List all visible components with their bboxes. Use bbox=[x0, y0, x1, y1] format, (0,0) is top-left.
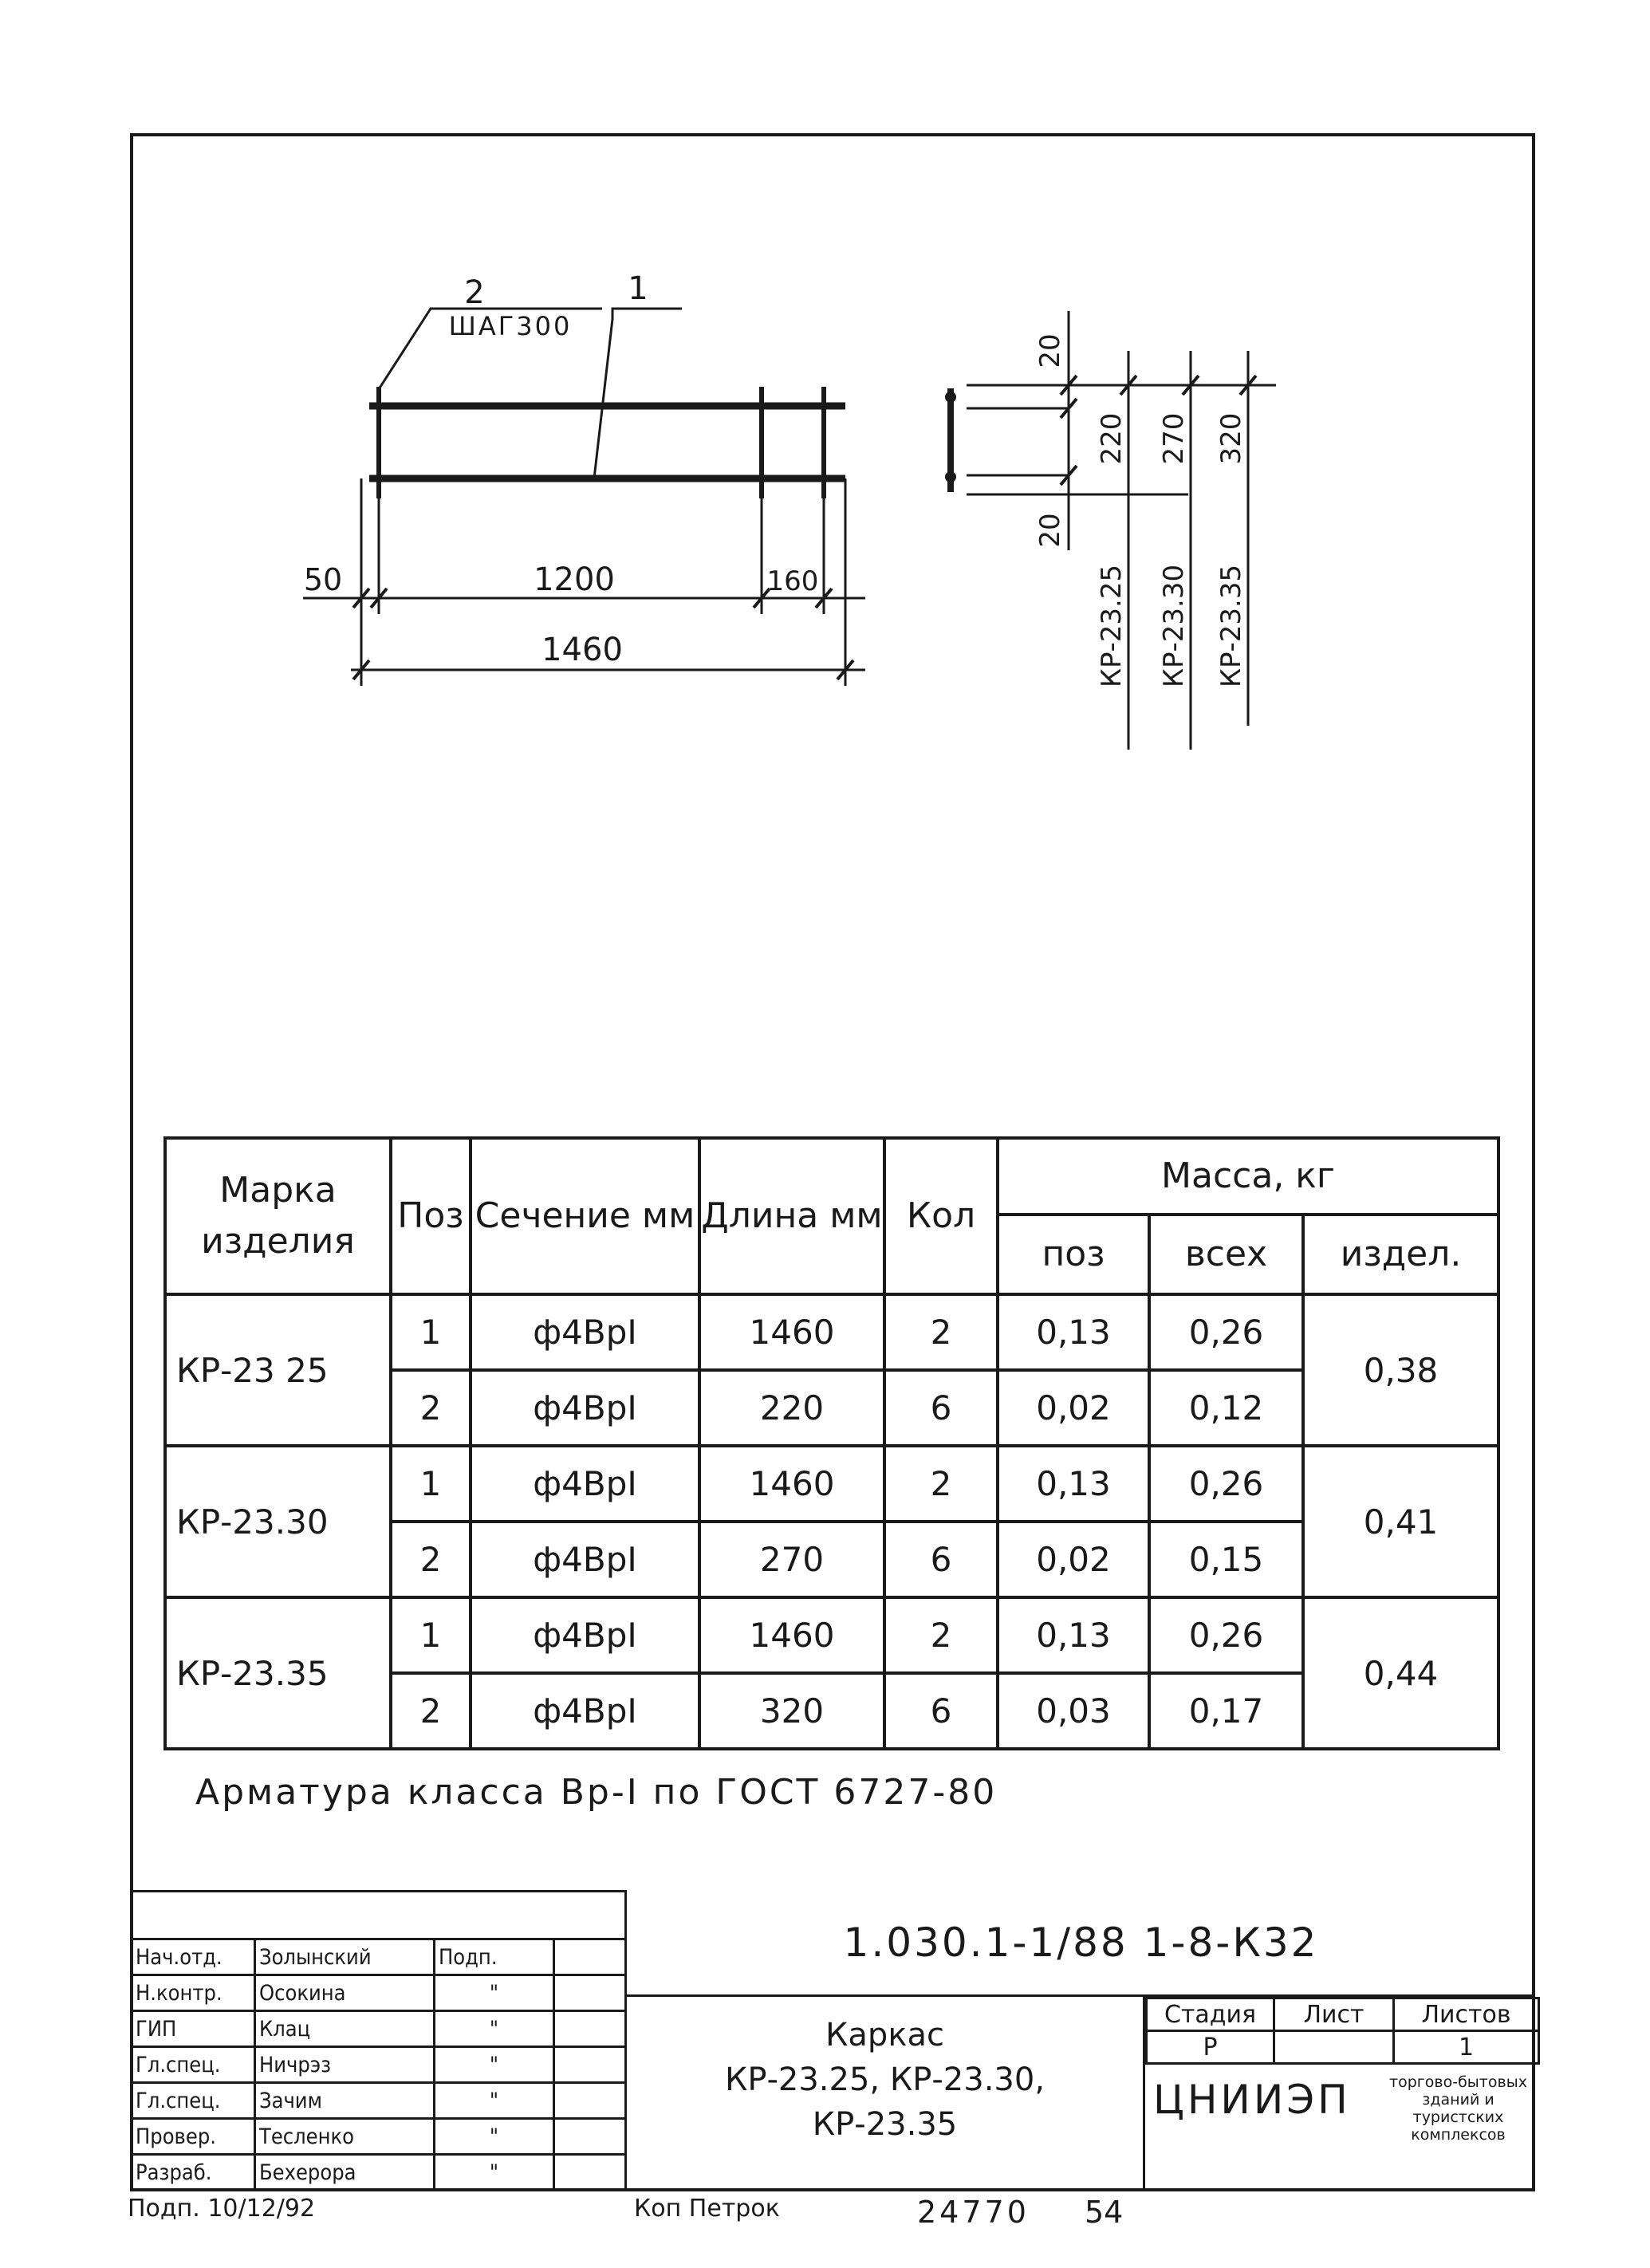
table-row bbox=[165, 1597, 1498, 1673]
header-mass-item: издел. bbox=[1303, 1215, 1498, 1294]
sig-date bbox=[554, 2155, 626, 2191]
header-section: Сечение мм bbox=[471, 1138, 699, 1294]
item-mass-cell: 0,38 bbox=[1303, 1294, 1498, 1446]
mass-all-cell: 0,12 bbox=[1149, 1370, 1303, 1446]
qty-cell: 2 bbox=[884, 1294, 998, 1370]
pos-cell: 2 bbox=[391, 1522, 471, 1597]
section-cell: ф4ВрI bbox=[471, 1446, 699, 1522]
pos-cell: 2 bbox=[391, 1673, 471, 1749]
length-cell: 1460 bbox=[699, 1446, 884, 1522]
dim-20-top: 20 bbox=[1034, 333, 1066, 368]
header-mass: Масса, кг bbox=[998, 1138, 1498, 1215]
item-mark: КР-23.35 bbox=[165, 1597, 391, 1749]
dim-20-bottom: 20 bbox=[1034, 513, 1066, 548]
section-cell: ф4ВрI bbox=[471, 1522, 699, 1597]
name-line-2: КР-23.25, КР-23.30, bbox=[724, 2061, 1046, 2098]
dim-1460: 1460 bbox=[541, 632, 623, 668]
section-cell: ф4ВрI bbox=[471, 1294, 699, 1370]
mass-all-cell: 0,15 bbox=[1149, 1522, 1303, 1597]
sig-role: Гл.спец. bbox=[132, 2047, 255, 2083]
sig-role: ГИП bbox=[132, 2011, 255, 2047]
mass-pos-cell: 0,13 bbox=[998, 1294, 1149, 1370]
signature-row bbox=[132, 2047, 626, 2083]
mass-pos-cell: 0,02 bbox=[998, 1522, 1149, 1597]
pos-cell: 1 bbox=[391, 1597, 471, 1673]
stage-sheet-block bbox=[1143, 1997, 1535, 2191]
pos-cell: 1 bbox=[391, 1446, 471, 1522]
sig-date bbox=[554, 2047, 626, 2083]
stage-value: Р bbox=[1147, 2031, 1274, 2064]
sig-sign: " bbox=[435, 1975, 554, 2011]
sig-role: Н.контр. bbox=[132, 1975, 255, 2011]
pos1-label: 1 bbox=[628, 270, 648, 307]
sig-name: Бехерора bbox=[255, 2155, 435, 2191]
sig-sign: " bbox=[435, 2011, 554, 2047]
header-mass-all: всех bbox=[1149, 1215, 1303, 1294]
mass-pos-cell: 0,03 bbox=[998, 1673, 1149, 1749]
mass-all-cell: 0,17 bbox=[1149, 1673, 1303, 1749]
signature-row bbox=[132, 2083, 626, 2119]
qty-cell: 6 bbox=[884, 1673, 998, 1749]
signature-row bbox=[132, 2155, 626, 2191]
leader-pos1 bbox=[594, 309, 682, 478]
sig-role: Нач.отд. bbox=[132, 1939, 255, 1975]
item-mass-cell: 0,41 bbox=[1303, 1446, 1498, 1597]
step-label: ШАГ300 bbox=[448, 311, 573, 341]
mass-all-cell: 0,26 bbox=[1149, 1597, 1303, 1673]
mass-all-cell: 0,26 bbox=[1149, 1294, 1303, 1370]
signature-row bbox=[132, 1975, 626, 2011]
sig-date bbox=[554, 2119, 626, 2155]
title-block bbox=[130, 1890, 1535, 2191]
name-line-3: КР-23.35 bbox=[812, 2106, 958, 2143]
stage-table bbox=[1145, 1997, 1540, 2065]
dim-160: 160 bbox=[766, 565, 819, 597]
mass-all-cell: 0,26 bbox=[1149, 1446, 1303, 1522]
organization: ЦНИИЭП bbox=[1153, 2077, 1351, 2123]
reinforcement-note: Арматура класса Вр-I по ГОСТ 6727-80 bbox=[195, 1772, 998, 1813]
sig-date bbox=[554, 2011, 626, 2047]
qty-cell: 2 bbox=[884, 1597, 998, 1673]
mass-pos-cell: 0,02 bbox=[998, 1370, 1149, 1446]
organization-description: торгово-бытовых зданий и туристских комплексов bbox=[1389, 2073, 1527, 2144]
length-cell: 320 bbox=[699, 1673, 884, 1749]
sig-date bbox=[554, 2083, 626, 2119]
sig-name: Зачим bbox=[255, 2083, 435, 2119]
dim-220: 220 bbox=[1096, 412, 1128, 465]
dim-50: 50 bbox=[303, 562, 343, 597]
sheets-label: Листов bbox=[1394, 1998, 1539, 2031]
mass-pos-cell: 0,13 bbox=[998, 1597, 1149, 1673]
header-length: Длина мм bbox=[699, 1138, 884, 1294]
header-mass-pos: поз bbox=[998, 1215, 1149, 1294]
sig-date bbox=[554, 1939, 626, 1975]
sig-name: Золынский bbox=[255, 1939, 435, 1975]
header-mark: Марка изделия bbox=[165, 1138, 391, 1294]
sig-name: Ничрэз bbox=[255, 2047, 435, 2083]
reinforcement-drawing bbox=[0, 0, 1650, 1116]
sheet-value bbox=[1274, 2031, 1394, 2064]
length-cell: 220 bbox=[699, 1370, 884, 1446]
sheet-label: Лист bbox=[1274, 1998, 1394, 2031]
sig-role: Разраб. bbox=[132, 2155, 255, 2191]
section-cell: ф4ВрI bbox=[471, 1370, 699, 1446]
header-pos: Поз bbox=[391, 1138, 471, 1294]
sig-date bbox=[554, 1975, 626, 2011]
pos-cell: 1 bbox=[391, 1294, 471, 1370]
stage-label: Стадия bbox=[1147, 1998, 1274, 2031]
section-cell: ф4ВрI bbox=[471, 1597, 699, 1673]
table-row bbox=[165, 1446, 1498, 1522]
cage-plan bbox=[303, 309, 865, 686]
document-number: 24770 bbox=[917, 2195, 1030, 2230]
sig-sign: Подп. bbox=[435, 1939, 554, 1975]
sig-sign: " bbox=[435, 2047, 554, 2083]
item-mass-cell: 0,44 bbox=[1303, 1597, 1498, 1749]
qty-cell: 2 bbox=[884, 1446, 998, 1522]
signature-row bbox=[132, 2119, 626, 2155]
footer-left: Подп. 10/12/92 bbox=[128, 2195, 316, 2223]
mass-pos-cell: 0,13 bbox=[998, 1446, 1149, 1522]
section-mark-1: КР-23.25 bbox=[1096, 564, 1128, 688]
sheets-value: 1 bbox=[1394, 2031, 1539, 2064]
sig-name: Клац bbox=[255, 2011, 435, 2047]
qty-cell: 6 bbox=[884, 1370, 998, 1446]
item-mark: КР-23.30 bbox=[165, 1446, 391, 1597]
dim-1200: 1200 bbox=[534, 561, 615, 598]
specification-table bbox=[163, 1136, 1500, 1750]
dim-270: 270 bbox=[1158, 412, 1190, 465]
qty-cell: 6 bbox=[884, 1522, 998, 1597]
document-code: 1.030.1-1/88 1-8-К32 bbox=[624, 1890, 1535, 1997]
signature-table bbox=[130, 1938, 627, 2191]
length-cell: 270 bbox=[699, 1522, 884, 1597]
signature-row bbox=[132, 1939, 626, 1975]
sig-sign: " bbox=[435, 2083, 554, 2119]
pos-cell: 2 bbox=[391, 1370, 471, 1446]
length-cell: 1460 bbox=[699, 1597, 884, 1673]
header-qty: Кол bbox=[884, 1138, 998, 1294]
sig-sign: " bbox=[435, 2119, 554, 2155]
name-line-1: Каркас bbox=[825, 2017, 944, 2053]
signature-row bbox=[132, 2011, 626, 2047]
sig-role: Гл.спец. bbox=[132, 2083, 255, 2119]
section-cell: ф4ВрI bbox=[471, 1673, 699, 1749]
title-block-top-rule bbox=[130, 1890, 624, 1916]
section-mark-3: КР-23.35 bbox=[1215, 564, 1247, 688]
length-cell: 1460 bbox=[699, 1294, 884, 1370]
page-number: 54 bbox=[1085, 2195, 1124, 2230]
copied-by: Коп Петрок bbox=[634, 2195, 780, 2223]
dim-320: 320 bbox=[1215, 412, 1247, 465]
pos2-label: 2 bbox=[464, 274, 485, 311]
sig-name: Осокина bbox=[255, 1975, 435, 2011]
document-name bbox=[624, 1997, 1143, 2191]
sig-sign: " bbox=[435, 2155, 554, 2191]
table-row bbox=[165, 1294, 1498, 1370]
section-mark-2: КР-23.30 bbox=[1158, 564, 1190, 688]
item-mark: КР-23 25 bbox=[165, 1294, 391, 1446]
sig-role: Провер. bbox=[132, 2119, 255, 2155]
sig-name: Тесленко bbox=[255, 2119, 435, 2155]
